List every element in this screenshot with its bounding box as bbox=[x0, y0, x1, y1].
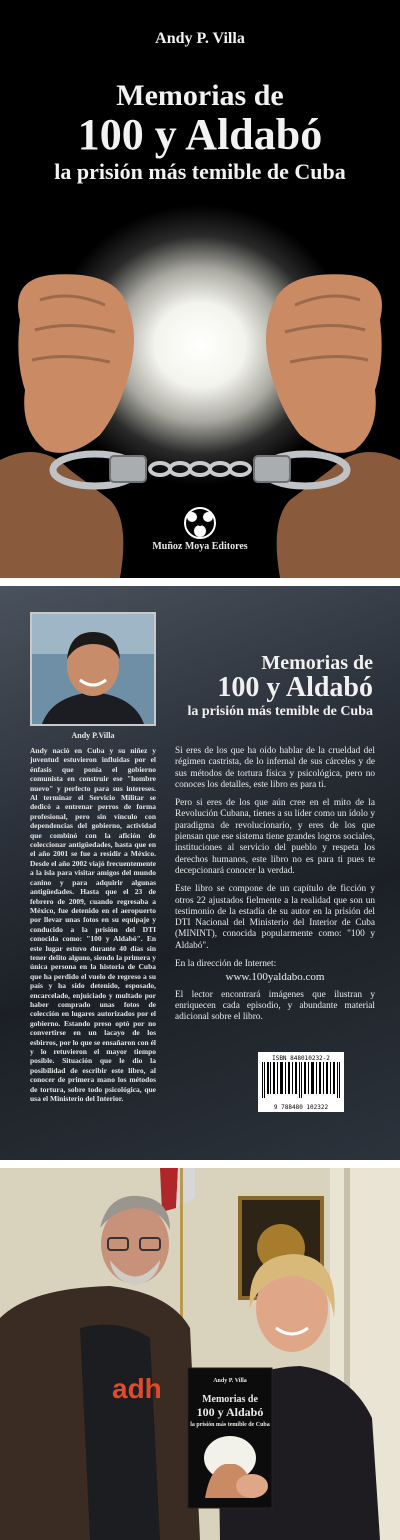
isbn-barcode bbox=[258, 1052, 344, 1112]
publisher-logo-icon bbox=[178, 503, 222, 543]
description-paragraph-5: El lector encontrará imágenes que ilustran y enriquecen cada episodio, y abundante material adicional sobre el libro. bbox=[175, 989, 375, 1023]
author-portrait bbox=[32, 614, 154, 724]
isbn-label: ISBN 848010232-2 bbox=[272, 1055, 330, 1062]
author-event-photo bbox=[0, 1168, 400, 1540]
front-subtitle: la prisión más temible de Cuba bbox=[54, 159, 346, 184]
book-subtitle: la prisión más temible de Cuba bbox=[190, 1422, 270, 1428]
author-bio: Andy nació en Cuba y su niñez y juventud estuvieron influidas por el énfasis que ponía el gobierno comunista en construir ese "hombre nuevo" y perfecto para sus intereses. Al terminar el Servicio Militar se dedicó a entrenar perros de forma profesional, pero sin vínculo con dependencias del gobierno, actividad que combinó con la afición de coleccionar antigüedades, hasta que en el año 2001 se fue a residir a México. Desde el año 2002 viajó frecuentemente a la isla para visitar amigos del mundo canino y para adquirir algunas antigüedades. Hasta que el 23 de febrero de 2009, cuando regresaba a México, fue detenido en el aeropuerto por llevar unas fotos en su equipaje y conducido a la prisión del DTI conocida como: "100 y Aldabó". En este lugar estuvo durante 40 días sin tener delito alguno, siendo la primera y única persona en la historia de Cuba que ha perdido el vuelo de regreso a su país y ha sido detenido, esposado, encarcelado, enjuiciado y multado por haber comprado unas fotos de colección en lugares autorizados por el gobierno. Estando preso optó por no convertirse en un lacayo de los esbirros, por lo que se ensañaron con él y lo retuvieron el mayor tiempo posible. Situación que le dio la posibilidad de escribir este libro, al conocer de primera mano los métodos de tortura, sobre todo psicológica, que usa el Ministerio del Interior. bbox=[30, 746, 156, 1104]
back-title-line2: 100 y Aldabó bbox=[217, 672, 373, 703]
book-description bbox=[175, 746, 375, 1031]
back-title-line1: Memorias de bbox=[261, 652, 373, 674]
website-link[interactable]: www.100yaldabo.com bbox=[225, 971, 325, 984]
shirt-print: adh bbox=[112, 1373, 162, 1404]
back-subtitle: la prisión más temible de Cuba bbox=[187, 704, 373, 719]
photo-scene bbox=[0, 1168, 400, 1540]
book-title-line2: 100 y Aldabó bbox=[196, 1405, 264, 1419]
back-cover bbox=[0, 586, 400, 1160]
barcode-bars bbox=[262, 1062, 340, 1098]
description-paragraph-2: Pero si eres de los que aún cree en el mito de la Revolución Cubana, tienes a su líder como un ídolo y paradigma de revolucionario, y eres de los que piensan que ese sistema tiene grandes logros sociales, instituciones al servicio del pueblo y respeta los derechos humanos, este libro no es para ti pues te decepcionará conocer la verdad. bbox=[175, 798, 375, 876]
front-cover bbox=[0, 0, 400, 578]
front-title-line1: Memorias de bbox=[116, 79, 284, 112]
publisher-name: Muñoz Moya Editores bbox=[152, 541, 248, 552]
barcode-number: 9 788480 102322 bbox=[273, 1104, 329, 1111]
book-author: Andy P. Villa bbox=[213, 1378, 247, 1384]
description-paragraph-4: En la dirección de Internet: bbox=[175, 959, 277, 970]
front-title-line2: 100 y Aldabó bbox=[77, 110, 323, 159]
description-paragraph-3: Este libro se compone de un capítulo de ficción y otros 22 ajustados fielmente a la realidad que son un testimonio de la estadía de su autor en la prisión del DTI Nacional del Ministerio del Interior de Cuba (MININT), conocida popularmente como: "100 y Aldabó". bbox=[175, 884, 375, 951]
front-author: Andy P. Villa bbox=[155, 30, 245, 47]
book-title-line1: Memorias de bbox=[202, 1394, 258, 1405]
author-photo-caption: Andy P.Villa bbox=[71, 731, 115, 740]
description-paragraph-1: Si eres de los que ha oído hablar de la crueldad del régimen castrista, de lo infernal de sus cárceles y de sus métodos de tortura física y psicológica, pero no conoces los detalles, este libro es para ti. bbox=[175, 746, 375, 790]
author-photo bbox=[30, 612, 156, 726]
